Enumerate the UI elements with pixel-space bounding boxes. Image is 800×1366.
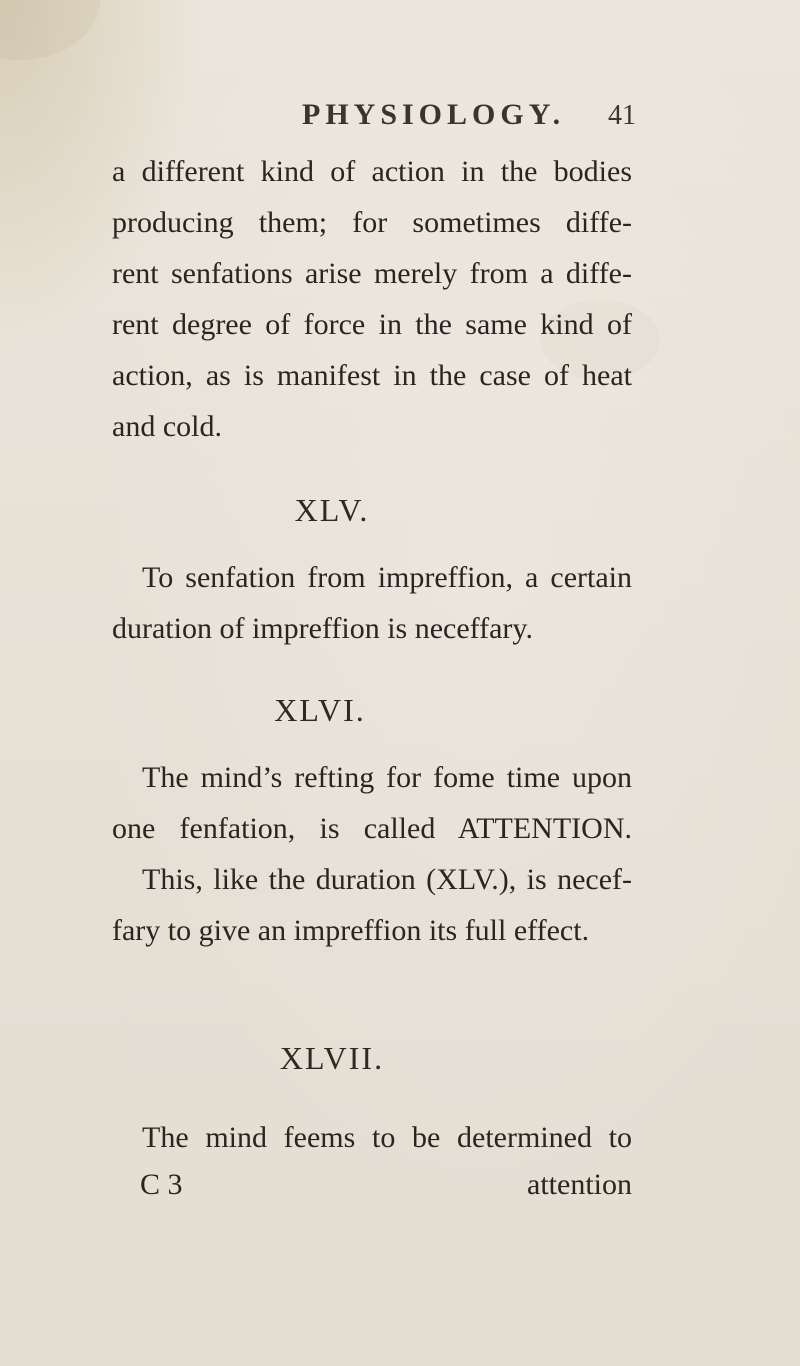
text-line: This, like the duration (XLV.), is necef-: [142, 863, 632, 896]
text-line: To senfation from impreffion, a certain: [142, 561, 632, 594]
page-footer: [112, 1168, 632, 1208]
text-line: fary to give an impreffion its full effect.: [112, 914, 590, 947]
text-line: duration of impreffion is neceffary.: [112, 612, 533, 645]
section-heading: XLVI.: [274, 692, 366, 728]
paper-stain: [0, 0, 100, 60]
section-paragraph: [112, 752, 632, 956]
text-line: action, as is manifest in the case of heat: [112, 359, 632, 392]
text-line: rent degree of force in the same kind of: [112, 308, 632, 341]
page-number: 41: [608, 100, 636, 131]
text-line: producing them; for sometimes diffe-: [112, 206, 632, 239]
page-header: [0, 98, 800, 138]
catchword: attention: [527, 1168, 632, 1201]
text-line: one fenfation, is called ATTENTION.: [112, 812, 632, 845]
running-title: PHYSIOLOGY.: [302, 98, 566, 131]
text-line: rent senfations arise merely from a diffe-: [112, 257, 632, 290]
section-heading: XLV.: [294, 492, 370, 528]
text-line: The mind feems to be determined to: [142, 1121, 632, 1154]
continuation-paragraph: [112, 146, 632, 452]
section-paragraph: [112, 552, 632, 654]
text-line: The mind’s refting for fome time upon: [142, 761, 632, 794]
signature-mark: C 3: [140, 1168, 183, 1201]
text-line: a different kind of action in the bodies: [112, 155, 632, 188]
section-paragraph: [112, 1112, 632, 1163]
section-heading: XLVII.: [279, 1040, 385, 1076]
text-line: and cold.: [112, 410, 222, 443]
